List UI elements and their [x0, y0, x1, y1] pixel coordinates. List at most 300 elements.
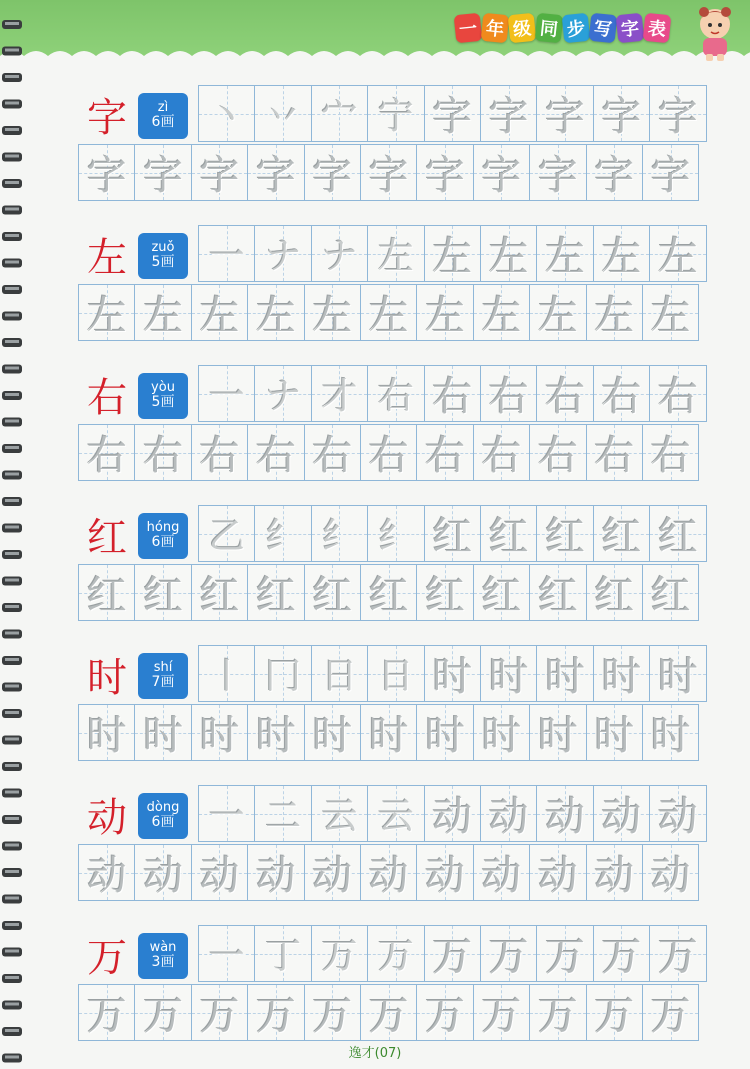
tracing-cell[interactable] — [304, 984, 361, 1041]
stroke-step-cell[interactable] — [593, 785, 650, 842]
stroke-step-cell[interactable] — [198, 785, 255, 842]
tracing-character: 红 — [594, 573, 635, 619]
tracing-cell[interactable] — [473, 984, 530, 1041]
tracing-cell[interactable] — [78, 144, 135, 201]
stroke-step: 二 — [265, 796, 302, 837]
tracing-cell[interactable] — [191, 564, 248, 621]
tracing-cell[interactable] — [247, 704, 304, 761]
stroke-step: 右 — [601, 374, 642, 420]
stroke-step: 时 — [601, 654, 642, 700]
stroke-step: 红 — [432, 514, 473, 560]
stroke-step: 丁 — [265, 936, 302, 977]
stroke-step-cell[interactable] — [311, 645, 368, 702]
tracing-character: 字 — [143, 153, 184, 199]
stroke-step: 时 — [657, 654, 698, 700]
tracing-cell[interactable] — [473, 704, 530, 761]
stroke-step: 时 — [545, 654, 586, 700]
stroke-step: 云 — [377, 796, 414, 837]
tracing-cell[interactable] — [191, 144, 248, 201]
tracing-character: 动 — [425, 853, 466, 899]
stroke-step-cell[interactable] — [593, 85, 650, 142]
stroke-step: 纟 — [377, 516, 414, 557]
tracing-cell[interactable] — [642, 424, 699, 481]
stroke-step-cell[interactable] — [367, 505, 424, 562]
stroke-step-cell[interactable] — [536, 785, 593, 842]
tracing-cell[interactable] — [191, 424, 248, 481]
tracing-cell[interactable] — [473, 144, 530, 201]
tracing-row — [78, 984, 698, 1041]
stroke-count: 5画 — [151, 394, 175, 411]
stroke-step-cell[interactable] — [593, 925, 650, 982]
stroke-step: 右 — [545, 374, 586, 420]
character-block — [78, 225, 720, 342]
character-block — [78, 925, 720, 1042]
tracing-cell[interactable] — [416, 424, 473, 481]
tracing-cell[interactable] — [416, 704, 473, 761]
title-char: 写 — [589, 13, 618, 44]
stroke-step-cell[interactable] — [367, 225, 424, 282]
tracing-character: 时 — [594, 713, 635, 759]
title-char: 表 — [643, 13, 672, 44]
tracing-cell[interactable] — [416, 564, 473, 621]
tracing-cell[interactable] — [304, 844, 361, 901]
page-title — [455, 14, 670, 44]
tracing-character: 万 — [86, 993, 127, 1039]
stroke-order-row — [198, 225, 706, 282]
stroke-step: 左 — [657, 234, 698, 280]
tracing-cell[interactable] — [247, 984, 304, 1041]
tracing-cell[interactable] — [529, 844, 586, 901]
tracing-character: 时 — [425, 713, 466, 759]
stroke-step: 宀 — [321, 96, 358, 137]
character-block — [78, 645, 720, 762]
tracing-character: 万 — [425, 993, 466, 1039]
tracing-cell[interactable] — [78, 284, 135, 341]
stroke-order-row — [198, 925, 706, 982]
tracing-character: 红 — [537, 573, 578, 619]
stroke-step-cell[interactable] — [536, 645, 593, 702]
tracing-character: 字 — [255, 153, 296, 199]
stroke-step: 字 — [432, 94, 473, 140]
tracing-cell[interactable] — [247, 424, 304, 481]
spiral-binding — [0, 0, 26, 1069]
pinyin-label: shí — [153, 660, 173, 676]
stroke-count: 6画 — [151, 814, 175, 831]
tracing-cell[interactable] — [191, 984, 248, 1041]
tracing-character: 万 — [255, 993, 296, 1039]
stroke-step: 红 — [488, 514, 529, 560]
tracing-character: 右 — [650, 433, 691, 479]
tracing-cell[interactable] — [304, 424, 361, 481]
tracing-character: 动 — [481, 853, 522, 899]
tracing-character: 右 — [425, 433, 466, 479]
tracing-cell[interactable] — [134, 424, 191, 481]
tracing-character: 字 — [368, 153, 409, 199]
tracing-cell[interactable] — [134, 144, 191, 201]
stroke-step-cell[interactable] — [367, 645, 424, 702]
tracing-character: 字 — [537, 153, 578, 199]
tracing-character: 左 — [143, 293, 184, 339]
tracing-character: 字 — [199, 153, 240, 199]
stroke-step-cell[interactable] — [198, 925, 255, 982]
tracing-cell[interactable] — [304, 284, 361, 341]
stroke-step: 左 — [545, 234, 586, 280]
tracing-character: 时 — [255, 713, 296, 759]
stroke-step-cell[interactable] — [480, 365, 537, 422]
stroke-step-cell[interactable] — [536, 225, 593, 282]
stroke-step-cell[interactable] — [480, 785, 537, 842]
tracing-cell[interactable] — [586, 844, 643, 901]
stroke-step-cell[interactable] — [311, 225, 368, 282]
tracing-cell[interactable] — [134, 284, 191, 341]
stroke-step-cell[interactable] — [254, 365, 311, 422]
tracing-cell[interactable] — [134, 704, 191, 761]
tracing-character: 万 — [537, 993, 578, 1039]
stroke-step-cell[interactable] — [254, 645, 311, 702]
tracing-row — [78, 424, 698, 481]
tracing-character: 动 — [594, 853, 635, 899]
character-block — [78, 85, 720, 202]
stroke-step-cell[interactable] — [480, 85, 537, 142]
tracing-character: 时 — [481, 713, 522, 759]
stroke-step: 丨 — [208, 656, 245, 697]
stroke-step-cell[interactable] — [254, 225, 311, 282]
stroke-step-cell[interactable] — [367, 85, 424, 142]
stroke-count: 5画 — [151, 254, 175, 271]
stroke-step-cell[interactable] — [649, 645, 706, 702]
stroke-step-cell[interactable] — [536, 85, 593, 142]
character-block — [78, 365, 720, 482]
stroke-step: 一 — [208, 796, 245, 837]
stroke-step-cell[interactable] — [424, 365, 481, 422]
tracing-cell[interactable] — [529, 424, 586, 481]
stroke-step-cell[interactable] — [649, 925, 706, 982]
tracing-cell[interactable] — [586, 284, 643, 341]
stroke-step-cell[interactable] — [593, 225, 650, 282]
stroke-step: 日 — [321, 656, 358, 697]
stroke-order-row — [198, 785, 706, 842]
model-character: 字 — [87, 94, 127, 141]
tracing-cell[interactable] — [642, 564, 699, 621]
tracing-cell[interactable] — [586, 564, 643, 621]
stroke-step-cell[interactable] — [254, 925, 311, 982]
tracing-cell[interactable] — [529, 984, 586, 1041]
tracing-character: 左 — [199, 293, 240, 339]
stroke-step: 万 — [657, 934, 698, 980]
tracing-cell[interactable] — [191, 844, 248, 901]
tracing-character: 右 — [143, 433, 184, 479]
tracing-character: 右 — [312, 433, 353, 479]
tracing-cell[interactable] — [586, 424, 643, 481]
stroke-step: 万 — [488, 934, 529, 980]
tracing-cell[interactable] — [360, 704, 417, 761]
stroke-step: 丷 — [265, 96, 302, 137]
tracing-character: 字 — [594, 153, 635, 199]
stroke-step-cell[interactable] — [367, 925, 424, 982]
stroke-step: 乙 — [208, 516, 245, 557]
stroke-step: 纟 — [265, 516, 302, 557]
stroke-step-cell[interactable] — [424, 505, 481, 562]
stroke-step: 左 — [488, 234, 529, 280]
tracing-character: 左 — [537, 293, 578, 339]
stroke-step-cell[interactable] — [649, 225, 706, 282]
tracing-character: 左 — [650, 293, 691, 339]
tracing-character: 时 — [537, 713, 578, 759]
tracing-character: 字 — [425, 153, 466, 199]
stroke-step-cell[interactable] — [649, 365, 706, 422]
stroke-step-cell[interactable] — [198, 225, 255, 282]
stroke-step-cell[interactable] — [311, 365, 368, 422]
stroke-step-cell[interactable] — [649, 505, 706, 562]
tracing-row — [78, 144, 698, 201]
tracing-character: 万 — [199, 993, 240, 1039]
stroke-step: 动 — [432, 794, 473, 840]
tracing-cell[interactable] — [360, 844, 417, 901]
stroke-step-cell[interactable] — [311, 505, 368, 562]
tracing-character: 动 — [368, 853, 409, 899]
tracing-character: 右 — [537, 433, 578, 479]
tracing-character: 时 — [199, 713, 240, 759]
tracing-cell[interactable] — [529, 704, 586, 761]
tracing-character: 动 — [86, 853, 127, 899]
stroke-step: 一 — [208, 376, 245, 417]
stroke-step: 万 — [432, 934, 473, 980]
pinyin-badge — [138, 93, 188, 139]
stroke-step: 字 — [657, 94, 698, 140]
pinyin-badge — [138, 793, 188, 839]
tracing-cell[interactable] — [529, 564, 586, 621]
stroke-step-cell[interactable] — [424, 225, 481, 282]
tracing-character: 右 — [368, 433, 409, 479]
tracing-character: 左 — [368, 293, 409, 339]
tracing-character: 左 — [594, 293, 635, 339]
tracing-cell[interactable] — [586, 144, 643, 201]
stroke-step-cell[interactable] — [198, 85, 255, 142]
tracing-cell[interactable] — [247, 144, 304, 201]
tracing-character: 左 — [255, 293, 296, 339]
tracing-character: 动 — [255, 853, 296, 899]
stroke-step: 动 — [488, 794, 529, 840]
tracing-character: 右 — [86, 433, 127, 479]
tracing-character: 红 — [86, 573, 127, 619]
stroke-count: 7画 — [151, 674, 175, 691]
stroke-step: 动 — [545, 794, 586, 840]
stroke-step: 字 — [488, 94, 529, 140]
pinyin-badge — [138, 513, 188, 559]
stroke-step-cell[interactable] — [593, 365, 650, 422]
tracing-row — [78, 844, 698, 901]
tracing-cell[interactable] — [247, 564, 304, 621]
stroke-count: 3画 — [151, 954, 175, 971]
stroke-step-cell[interactable] — [649, 785, 706, 842]
tracing-cell[interactable] — [473, 564, 530, 621]
tracing-cell[interactable] — [360, 424, 417, 481]
stroke-step: 红 — [601, 514, 642, 560]
tracing-cell[interactable] — [191, 704, 248, 761]
stroke-step-cell[interactable] — [367, 785, 424, 842]
title-char: 字 — [616, 13, 645, 44]
stroke-step-cell[interactable] — [649, 85, 706, 142]
model-character: 动 — [87, 794, 127, 841]
tracing-cell[interactable] — [416, 844, 473, 901]
pinyin-badge — [138, 233, 188, 279]
tracing-character: 右 — [199, 433, 240, 479]
stroke-step-cell[interactable] — [198, 645, 255, 702]
tracing-cell[interactable] — [642, 284, 699, 341]
stroke-count: 6画 — [151, 114, 175, 131]
tracing-character: 右 — [594, 433, 635, 479]
pinyin-label: yòu — [151, 380, 175, 396]
tracing-character: 字 — [312, 153, 353, 199]
tracing-cell[interactable] — [78, 564, 135, 621]
stroke-step: 丶 — [208, 96, 245, 137]
model-character: 万 — [87, 934, 127, 981]
stroke-step-cell[interactable] — [198, 365, 255, 422]
stroke-order-row — [198, 505, 706, 562]
stroke-step: 时 — [488, 654, 529, 700]
model-character: 左 — [87, 234, 127, 281]
tracing-cell[interactable] — [134, 984, 191, 1041]
character-block — [78, 505, 720, 622]
tracing-character: 红 — [312, 573, 353, 619]
tracing-row — [78, 704, 698, 761]
tracing-cell[interactable] — [473, 424, 530, 481]
title-char: 年 — [481, 13, 510, 44]
stroke-step: 一 — [208, 936, 245, 977]
pinyin-label: wàn — [149, 940, 177, 956]
tracing-cell[interactable] — [473, 844, 530, 901]
stroke-step: 万 — [377, 936, 414, 977]
stroke-step-cell[interactable] — [593, 645, 650, 702]
stroke-step-cell[interactable] — [536, 925, 593, 982]
title-char: 一 — [454, 13, 483, 44]
stroke-step-cell[interactable] — [424, 785, 481, 842]
tracing-cell[interactable] — [642, 844, 699, 901]
tracing-cell[interactable] — [360, 564, 417, 621]
stroke-step-cell[interactable] — [311, 85, 368, 142]
tracing-row — [78, 564, 698, 621]
tracing-character: 左 — [425, 293, 466, 339]
tracing-cell[interactable] — [78, 844, 135, 901]
stroke-step-cell[interactable] — [424, 925, 481, 982]
stroke-step-cell[interactable] — [480, 225, 537, 282]
stroke-step: 才 — [321, 376, 358, 417]
stroke-step-cell[interactable] — [536, 505, 593, 562]
tracing-cell[interactable] — [247, 284, 304, 341]
tracing-cell[interactable] — [642, 704, 699, 761]
stroke-step-cell[interactable] — [480, 925, 537, 982]
tracing-character: 动 — [312, 853, 353, 899]
tracing-character: 左 — [481, 293, 522, 339]
model-character: 时 — [87, 654, 127, 701]
tracing-character: 万 — [143, 993, 184, 1039]
stroke-step-cell[interactable] — [254, 85, 311, 142]
tracing-cell[interactable] — [360, 984, 417, 1041]
stroke-step-cell[interactable] — [198, 505, 255, 562]
stroke-step-cell[interactable] — [367, 365, 424, 422]
tracing-character: 万 — [594, 993, 635, 1039]
tracing-cell[interactable] — [78, 984, 135, 1041]
stroke-step: 万 — [601, 934, 642, 980]
stroke-step-cell[interactable] — [254, 505, 311, 562]
stroke-step: 动 — [601, 794, 642, 840]
stroke-step-cell[interactable] — [311, 785, 368, 842]
tracing-cell[interactable] — [586, 704, 643, 761]
character-block — [78, 785, 720, 902]
stroke-step: 日 — [377, 656, 414, 697]
tracing-cell[interactable] — [304, 704, 361, 761]
tracing-cell[interactable] — [78, 424, 135, 481]
pinyin-label: dòng — [146, 800, 180, 816]
stroke-step: 万 — [545, 934, 586, 980]
tracing-character: 万 — [650, 993, 691, 1039]
tracing-character: 时 — [143, 713, 184, 759]
tracing-character: 红 — [143, 573, 184, 619]
stroke-step-cell[interactable] — [254, 785, 311, 842]
tracing-cell[interactable] — [247, 844, 304, 901]
tracing-cell[interactable] — [134, 564, 191, 621]
tracing-cell[interactable] — [586, 984, 643, 1041]
tracing-cell[interactable] — [360, 144, 417, 201]
tracing-cell[interactable] — [304, 144, 361, 201]
tracing-character: 红 — [255, 573, 296, 619]
stroke-step-cell[interactable] — [424, 85, 481, 142]
tracing-character: 右 — [481, 433, 522, 479]
wavy-edge — [0, 44, 750, 74]
stroke-count: 6画 — [151, 534, 175, 551]
tracing-character: 万 — [481, 993, 522, 1039]
title-char: 级 — [508, 13, 537, 44]
pinyin-label: zuǒ — [151, 240, 175, 256]
pinyin-badge — [138, 653, 188, 699]
stroke-step-cell[interactable] — [424, 645, 481, 702]
tracing-character: 时 — [650, 713, 691, 759]
stroke-step-cell[interactable] — [536, 365, 593, 422]
stroke-step: ナ — [321, 236, 358, 277]
pinyin-label: zì — [157, 100, 169, 116]
tracing-cell[interactable] — [191, 284, 248, 341]
tracing-cell[interactable] — [642, 144, 699, 201]
model-character: 红 — [87, 514, 127, 561]
tracing-character: 左 — [86, 293, 127, 339]
tracing-cell[interactable] — [416, 144, 473, 201]
stroke-step-cell[interactable] — [311, 925, 368, 982]
model-character: 右 — [87, 374, 127, 421]
tracing-character: 动 — [199, 853, 240, 899]
tracing-cell[interactable] — [416, 984, 473, 1041]
stroke-step: 动 — [657, 794, 698, 840]
stroke-step: 左 — [377, 236, 414, 277]
stroke-step: 冂 — [265, 656, 302, 697]
tracing-character: 左 — [312, 293, 353, 339]
tracing-cell[interactable] — [416, 284, 473, 341]
tracing-cell[interactable] — [360, 284, 417, 341]
stroke-step: 左 — [601, 234, 642, 280]
pinyin-badge — [138, 373, 188, 419]
tracing-cell[interactable] — [642, 984, 699, 1041]
tracing-cell[interactable] — [473, 284, 530, 341]
stroke-step-cell[interactable] — [480, 505, 537, 562]
tracing-cell[interactable] — [529, 144, 586, 201]
tracing-cell[interactable] — [78, 704, 135, 761]
tracing-cell[interactable] — [304, 564, 361, 621]
tracing-character: 右 — [255, 433, 296, 479]
stroke-step-cell[interactable] — [480, 645, 537, 702]
tracing-character: 字 — [86, 153, 127, 199]
stroke-step-cell[interactable] — [593, 505, 650, 562]
tracing-cell[interactable] — [134, 844, 191, 901]
tracing-cell[interactable] — [529, 284, 586, 341]
